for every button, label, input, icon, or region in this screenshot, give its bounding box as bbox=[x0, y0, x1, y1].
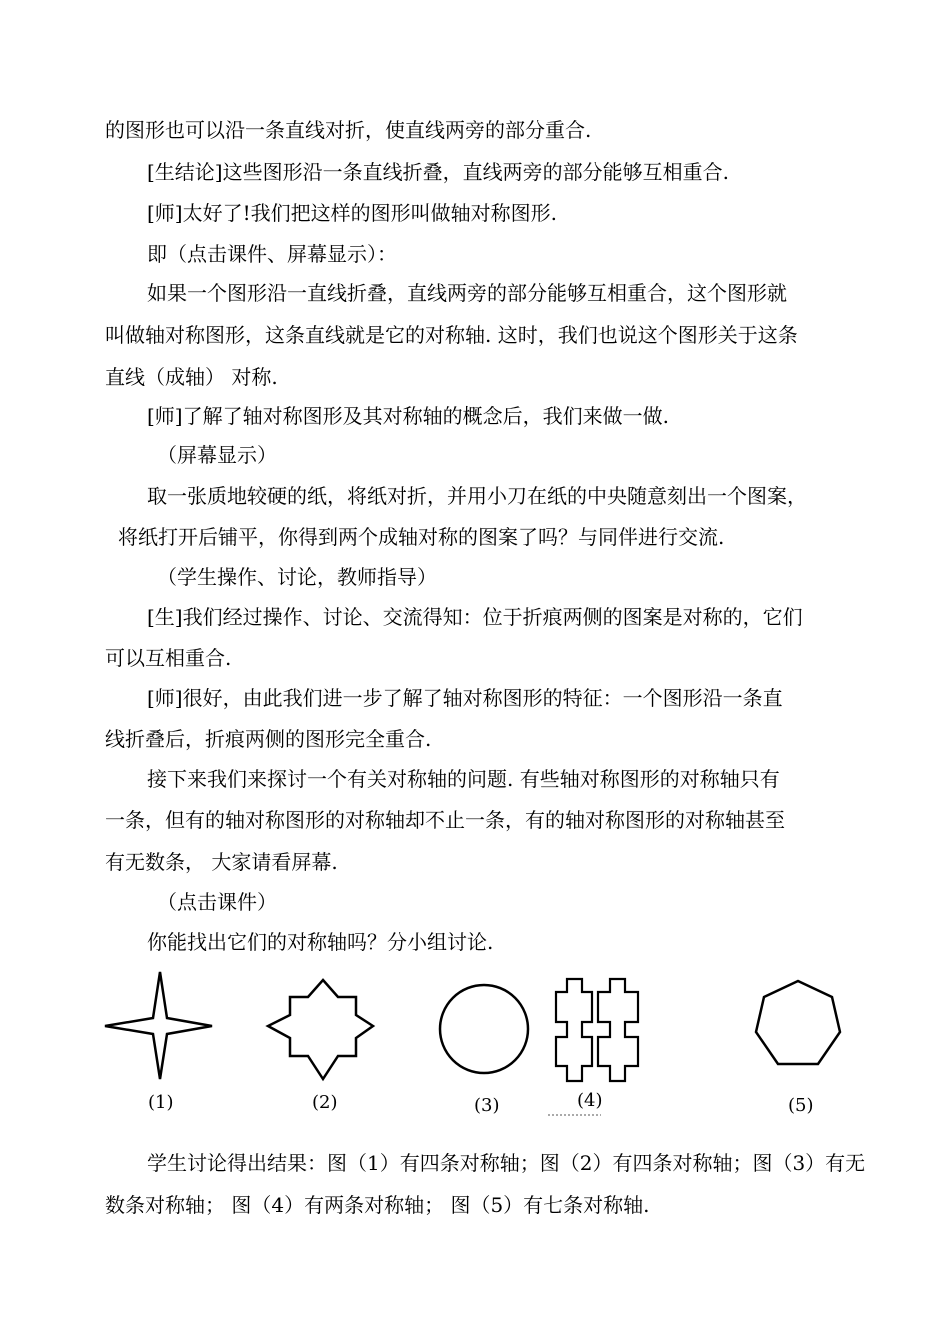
paragraph-line: [师]了解了轴对称图形及其对称轴的概念后，我们来做一做. bbox=[147, 404, 669, 428]
paragraph-line: [生]我们经过操作、讨论、交流得知：位于折痕两侧的图案是对称的，它们 bbox=[147, 605, 803, 629]
paragraph-line: 直线（成轴） 对称. bbox=[105, 365, 278, 389]
figure-label: (5) bbox=[788, 1095, 814, 1116]
paragraph-line: 学生讨论得出结果：图（1）有四条对称轴；图（2）有四条对称轴；图（3）有无 bbox=[147, 1151, 866, 1175]
double-stepped-figure-right bbox=[598, 979, 638, 1081]
paragraph-line: 线折叠后，折痕两侧的图形完全重合. bbox=[105, 727, 432, 751]
circle-figure bbox=[440, 985, 528, 1073]
paragraph-line: [师]很好，由此我们进一步了解了轴对称图形的特征：一个图形沿一条直 bbox=[147, 686, 783, 710]
paragraph-line: （学生操作、讨论，教师指导） bbox=[157, 565, 437, 589]
paragraph-line: （点击课件） bbox=[157, 890, 277, 914]
paragraph-line: [生结论]这些图形沿一条直线折叠，直线两旁的部分能够互相重合. bbox=[147, 160, 729, 184]
symmetry-figures bbox=[95, 962, 865, 1122]
paragraph-line: 即（点击课件、屏幕显示）： bbox=[147, 242, 397, 266]
figure-label: (4) bbox=[577, 1090, 603, 1111]
paragraph-line: 取一张质地较硬的纸，将纸对折，并用小刀在纸的中央随意刻出一个图案， bbox=[147, 484, 807, 508]
paragraph-line: 将纸打开后铺平，你得到两个成轴对称的图案了吗？与同伴进行交流. bbox=[118, 525, 725, 549]
paragraph-line: 数条对称轴； 图（4）有两条对称轴； 图（5）有七条对称轴. bbox=[105, 1193, 650, 1217]
paragraph-line: 接下来我们来探讨一个有关对称轴的问题. 有些轴对称图形的对称轴只有 bbox=[147, 767, 780, 791]
figures-svg bbox=[95, 962, 865, 1122]
paragraph-line: 如果一个图形沿一直线折叠，直线两旁的部分能够互相重合，这个图形就 bbox=[147, 281, 787, 305]
paragraph-line: 叫做轴对称图形，这条直线就是它的对称轴. 这时，我们也说这个图形关于这条 bbox=[105, 323, 798, 347]
figure-label: (1) bbox=[148, 1092, 174, 1113]
four-pointed-star-figure bbox=[105, 972, 212, 1079]
double-stepped-figure bbox=[556, 979, 592, 1081]
eight-pointed-star-figure bbox=[268, 980, 373, 1079]
paragraph-line: 的图形也可以沿一条直线对折，使直线两旁的部分重合. bbox=[105, 118, 592, 142]
paragraph-line: 可以互相重合. bbox=[105, 646, 232, 670]
paragraph-line: [师]太好了!我们把这样的图形叫做轴对称图形. bbox=[147, 201, 557, 225]
heptagon-figure bbox=[756, 981, 840, 1064]
paragraph-line: （屏幕显示） bbox=[157, 443, 277, 467]
paragraph-line: 你能找出它们的对称轴吗？分小组讨论. bbox=[147, 930, 494, 954]
paragraph-line: 有无数条， 大家请看屏幕. bbox=[105, 850, 338, 874]
figure-label: (3) bbox=[474, 1095, 500, 1116]
paragraph-line: 一条，但有的轴对称图形的对称轴却不止一条，有的轴对称图形的对称轴甚至 bbox=[105, 808, 785, 832]
figure-label: (2) bbox=[312, 1092, 338, 1113]
